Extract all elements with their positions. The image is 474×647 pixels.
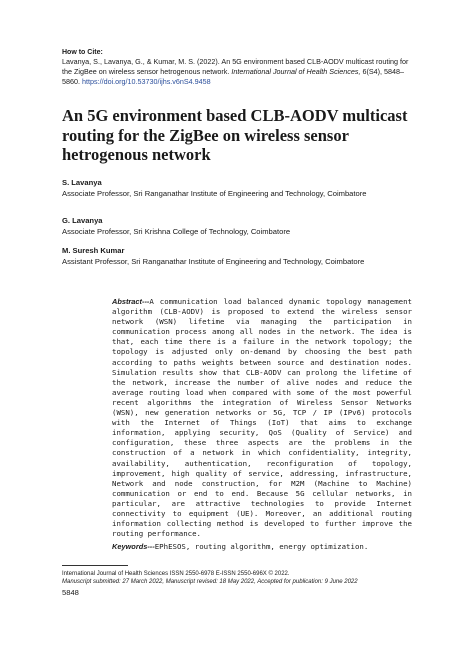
footnote-divider <box>62 565 128 566</box>
author-block <box>62 216 412 237</box>
keywords-label: Keywords--- <box>112 542 155 551</box>
author-name: G. Lavanya <box>62 216 103 225</box>
author-affiliation: Associate Professor, Sri Krishna College of Technology, Coimbatore <box>62 226 291 236</box>
author-name: S. Lavanya <box>62 178 102 187</box>
citation-text: Lavanya, S., Lavanya, G., & Kumar, M. S. (2022). An 5G environment based CLB-AODV multicast routing for the ZigBee on wireless sensor hetrogenous network. <box>62 57 409 76</box>
citation-block <box>62 57 412 87</box>
citation-doi-link[interactable]: https://doi.org/10.53730/ijhs.v6nS4.9458 <box>82 77 211 86</box>
citation-volume: 6(S4), 5848–5860. <box>62 67 405 86</box>
citation-journal: International Journal of Health Sciences, <box>231 67 361 76</box>
abstract <box>112 297 412 539</box>
author-block <box>62 178 412 199</box>
citation-heading: How to Cite: <box>62 49 103 56</box>
keywords <box>112 542 412 551</box>
author-affiliation: Assistant Professor, Sri Ranganathar Institute of Engineering and Technology, Coimbatore <box>62 256 365 266</box>
page-number: 5848 <box>62 588 79 597</box>
paper-title: An 5G environment based CLB-AODV multicast routing for the ZigBee on wireless sensor hetrogenous network <box>62 106 408 164</box>
author-name: M. Suresh Kumar <box>62 246 125 255</box>
author-affiliation: Associate Professor, Sri Ranganathar Institute of Engineering and Technology, Coimbatore <box>62 188 367 198</box>
footer-dates-line: Manuscript submitted: 27 March 2022, Manuscript revised: 18 May 2022, Accepted for publication: 9 June 2022 <box>62 579 358 585</box>
author-block <box>62 246 412 267</box>
abstract-label: Abstract--- <box>112 297 150 306</box>
abstract-text: A communication load balanced dynamic topology management algorithm (CLB-AODV) is proposed to extend the wireless sensor network (WSN) lifetime via managing the participation in communication process among all nodes in the network. The idea is that, each time there is a failure in the network topology; the topology is adjusted only on-demand by choosing the best path according to paths weights between source and destination nodes. Simulation results show that CLB-AODV can prolong the lifetime of the network, increase the number of alive nodes and reduce the average routing load when compared with some of the most powerful recent algorithms the integration of Wireless Sensor Networks (WSN), new generation networks or 5G, TCP / IP (IPv6) protocols with the Internet of Things (IoT) that aims to exchange information, applying security, QoS (Quality of Service) and configuration, these three aspects are the problems in the construction of a network in which confidentiality, integrity, availability, authentication, reconfiguration of topology, improvement, high quality of service, addressing, infrastructure, Network and node construction, for M2M (Machine to Machine) communication or end to end. Because 5G cellular networks, in particular, are attractive technologies to provide Internet connectivity to equipment (UE). Moreover, an additional routing information collecting method is developed to further improve the routing performance. <box>112 297 412 539</box>
footer-journal-line: International Journal of Health Sciences ISSN 2550-6978 E-ISSN 2550-696X © 2022. <box>62 571 290 577</box>
keywords-text: EPhESOS, routing algorithm, energy optimization. <box>154 542 369 551</box>
